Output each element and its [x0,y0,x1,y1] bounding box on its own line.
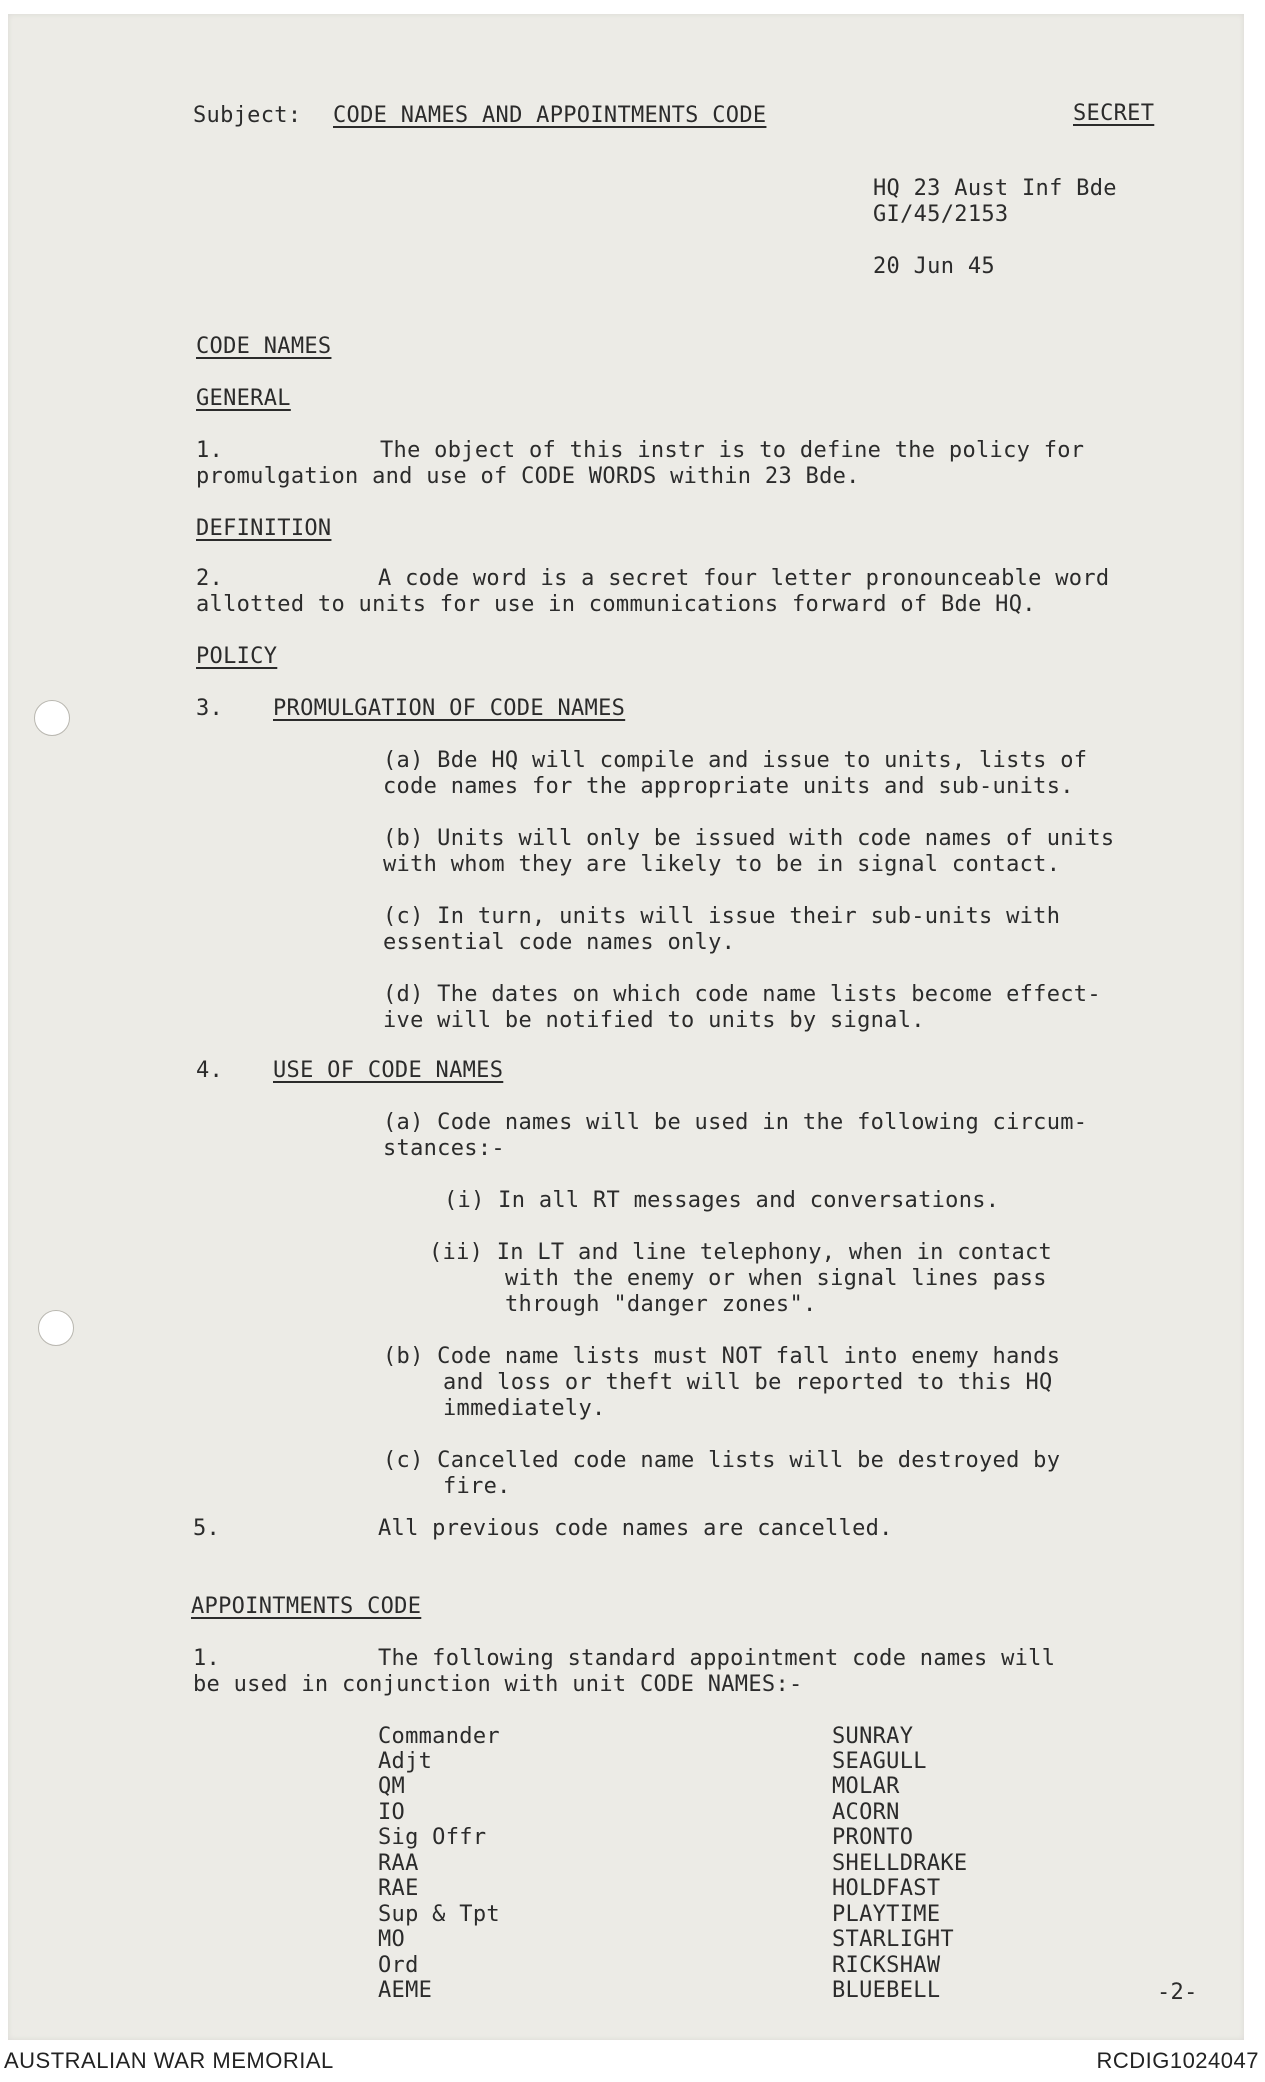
para-3b-line-1: (b) Units will only be issued with code names of units [383,826,1115,851]
para-1-number: 1. [196,438,224,463]
appointment-code: PLAYTIME [832,1902,941,1927]
para-4b-line-3: immediately. [443,1396,606,1421]
appointment-name: AEME [378,1978,433,2003]
para-4-heading: USE OF CODE NAMES [273,1058,504,1083]
footer-archive-name: AUSTRALIAN WAR MEMORIAL [4,2048,334,2073]
para-4c-line-1: (c) Cancelled code name lists will be destroyed by [383,1448,1061,1473]
appointment-name: RAA [378,1851,419,1876]
para-4b-line-2: and loss or theft will be reported to this HQ [443,1370,1053,1395]
para-4c-line-2: fire. [443,1474,511,1499]
heading-general: GENERAL [196,386,291,411]
para-4a-ii-line-3: through "danger zones". [505,1292,817,1317]
appointment-code: MOLAR [832,1774,900,1799]
para-3d-line-2: ive will be notified to units by signal. [383,1008,925,1033]
section-title-appointments-code: APPOINTMENTS CODE [191,1594,422,1619]
para-3a-line-2: code names for the appropriate units and sub-units. [383,774,1074,799]
para-2-line-1: A code word is a secret four letter pronounceable word [378,566,1110,591]
classification-marking: SECRET [1073,101,1155,126]
para-3c-line-2: essential code names only. [383,930,736,955]
appointment-name: MO [378,1927,406,1952]
para-4b-line-1: (b) Code name lists must NOT fall into enemy hands [383,1344,1061,1369]
para-4a-line-1: (a) Code names will be used in the following circum- [383,1110,1088,1135]
para-4a-i: (i) In all RT messages and conversations. [444,1188,1000,1213]
appointment-code: STARLIGHT [832,1927,954,1952]
para-4a-ii-line-1: (ii) In LT and line telephony, when in contact [429,1240,1053,1265]
para-3-heading: PROMULGATION OF CODE NAMES [273,696,626,721]
appt-para-1-number: 1. [193,1646,221,1671]
appointment-code: HOLDFAST [832,1876,941,1901]
appointment-code: SEAGULL [832,1749,927,1774]
punch-hole-lower [38,1310,74,1346]
appointment-code: SUNRAY [832,1724,914,1749]
appointment-name: Ord [378,1953,419,1978]
appointment-code: PRONTO [832,1825,914,1850]
appointment-name: QM [378,1774,406,1799]
para-3d-line-1: (d) The dates on which code name lists become effect- [383,982,1101,1007]
section-title-code-names: CODE NAMES [196,334,332,359]
para-3c-line-1: (c) In turn, units will issue their sub-units with [383,904,1061,929]
appointment-code: BLUEBELL [832,1978,941,2003]
appointment-name: Commander [378,1724,500,1749]
para-4a-ii-line-2: with the enemy or when signal lines pass [505,1266,1047,1291]
para-5-text: All previous code names are cancelled. [378,1516,893,1541]
para-3b-line-2: with whom they are likely to be in signal contact. [383,852,1061,877]
punch-hole-upper [34,700,70,736]
appt-para-1-line-1: The following standard appointment code names will [378,1646,1056,1671]
appointment-name: RAE [378,1876,419,1901]
subject-label: Subject: [193,103,302,128]
appt-para-1-line-2: be used in conjunction with unit CODE NAMES:- [193,1672,803,1697]
para-3-number: 3. [196,696,224,721]
appointment-name: Sup & Tpt [378,1902,500,1927]
para-4a-line-2: stances:- [383,1136,505,1161]
para-4-number: 4. [196,1058,224,1083]
appointment-name: Adjt [378,1749,433,1774]
appointment-code: RICKSHAW [832,1953,941,1978]
appointment-code: SHELLDRAKE [832,1851,968,1876]
reference-number: GI/45/2153 [873,202,1009,227]
appointment-name: IO [378,1800,406,1825]
para-5-number: 5. [193,1516,221,1541]
appointment-code: ACORN [832,1800,900,1825]
hq-address: HQ 23 Aust Inf Bde [873,176,1117,201]
para-2-number: 2. [196,566,224,591]
subject-title: CODE NAMES AND APPOINTMENTS CODE [333,103,767,128]
document-date: 20 Jun 45 [873,254,995,279]
heading-policy: POLICY [196,644,278,669]
para-2-line-2: allotted to units for use in communications forward of Bde HQ. [196,592,1036,617]
para-1-line-1: The object of this instr is to define the policy for [380,438,1085,463]
para-3a-line-1: (a) Bde HQ will compile and issue to units, lists of [383,748,1088,773]
footer-item-id: RCDIG1024047 [1096,2048,1259,2073]
heading-definition: DEFINITION [196,516,332,541]
page-marker: -2- [1157,1980,1198,2005]
para-1-line-2: promulgation and use of CODE WORDS within 23 Bde. [196,464,860,489]
appointment-name: Sig Offr [378,1825,487,1850]
